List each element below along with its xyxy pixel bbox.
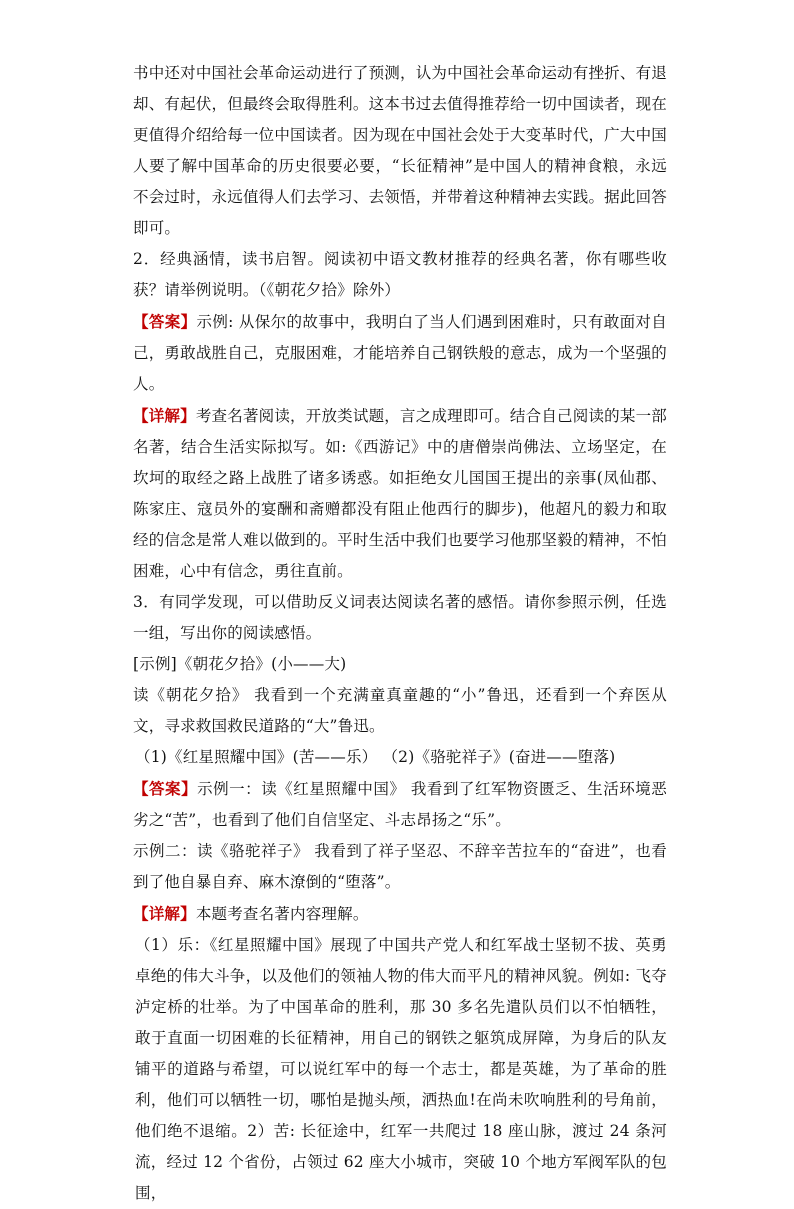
question-3-detail [133,898,667,930]
question-3-answer-2: 示例二：读《骆驼祥子》 我看到了祥子坚忍、不辞辛苦拉车的“奋进”，也看到了他自暴自弃、麻木潦倒的“堕落”。 [133,842,667,891]
intro-paragraph: 书中还对中国社会革命运动进行了预测，认为中国社会革命运动有挫折、有退却、有起伏，但最终会取得胜利。这本书过去值得推荐给一切中国读者，现在更值得介绍给每一位中国读者。因为现在中国社会处于大变革时代，广大中国人要了解中国革命的历史很要必要，“长征精神”是中国人的精神食粮，永远不会过时，永远值得人们去学习、去领悟，并带着这种精神去实践。据此回答即可。 [133,64,667,237]
question-3-answer [133,773,667,836]
answer-tag: 【答案】 [133,779,198,798]
detail-tag: 【详解】 [133,904,196,923]
question-3-example-title: [示例]《朝花夕拾》(小——大) [133,655,347,673]
question-3-example: 读《朝花夕拾》 我看到一个充满童真童趣的“小”鲁迅，还看到一个弃医从文，寻求救国救民道路的“大”鲁迅。 [133,686,667,735]
question-3-options: （1)《红星照耀中国》(苦——乐） （2)《骆驼祥子》(奋进——堕落) [135,748,616,766]
answer-text: 示例一：读《红星照耀中国》 我看到了红军物资匮乏、生活环境恶劣之“苦”，也看到了他们自信坚定、斗志昂扬之“乐”。 [133,780,667,829]
question-2: 2．经典涵情，读书启智。阅读初中语文教材推荐的经典名著，你有哪些收获？请举例说明。（《朝花夕拾》除外） [133,250,667,299]
detail-text: 本题考查名著内容理解。 [195,905,369,923]
question-3: 3．有同学发现，可以借助反义词表达阅读名著的感悟。请你参照示例，任选一组，写出你的阅读感悟。 [133,593,667,642]
detail-tag: 【详解】 [133,406,196,425]
detail-text: 考查名著阅读，开放类试题，言之成理即可。结合自己阅读的某一部名著，结合生活实际拟写。如:《西游记》中的唐僧崇尚佛法、立场坚定，在坎坷的取经之路上战胜了诸多诱惑。如拒绝女儿国国王提出的亲事(凤仙郡、陈家庄、寇员外的宴酬和斋赠都没有阻止他西行的脚步)，他超凡的毅力和取经的信念是常人难以做到的。平时生活中我们也要学习他那坚毅的精神，不怕困难，心中有信念，勇往直前。 [133,407,667,580]
document-body [133,58,667,1209]
question-3-detail-body: （1）乐：《红星照耀中国》展现了中国共产党人和红军战士坚韧不拔、英勇卓绝的伟大斗争，以及他们的领袖人物的伟大而平凡的精神风貌。例如: 飞夺泸定桥的壮举。为了中国革命的胜利，那 30 多名先遣队员们以不怕牺牲，敢于直面一切困难的长征精神，用自己的钢铁之躯筑成屏障，为身后的队友铺平的道路与希望，可以说红军中的每一个志士，都是英雄，为了革命的胜利，他们可以牺牲一切，哪怕是抛头颅，洒热血!在尚未吹响胜利的号角前，他们绝不退缩。2）苦: 长征途中，红军一共爬过 18 座山脉，渡过 24 条河流，经过 12 个省份，占领过 62 座大小城市，突破 10 个地方军阀军队的包围， [135,936,667,1202]
answer-text: 示例: 从保尔的故事中，我明白了当人们遇到困难时，只有敢面对自己，勇敢战胜自己，克服困难，才能培养自己钢铁般的意志，成为一个坚强的人。 [133,313,667,393]
answer-tag: 【答案】 [133,312,197,331]
question-2-answer [133,306,667,400]
question-2-detail [133,400,667,587]
